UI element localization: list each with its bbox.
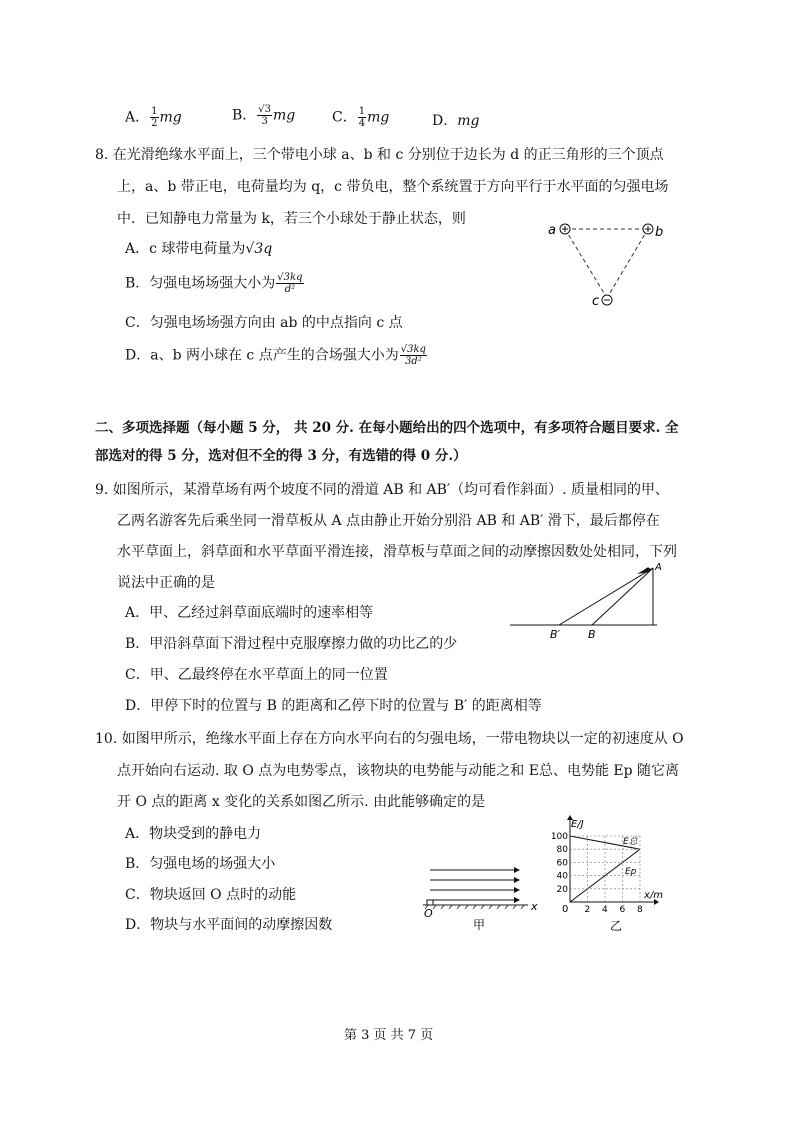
block [427, 900, 433, 905]
q7-option-d: D．mg [432, 113, 480, 129]
q8-stem-line3: 中．已知静电力常量为 k，若三个小球处于静止状态，则 [117, 211, 466, 227]
y-tick-label-100: 100 [550, 832, 568, 842]
label-B: B [588, 628, 596, 641]
q10-option-b: B．匀强电场的场强大小 [125, 856, 276, 872]
x-tick-label-8: 8 [637, 905, 643, 915]
q7-option-c: C． $\frac{1}{4}$ mg [332, 106, 390, 129]
slope-ab [592, 568, 653, 625]
q10-option-a: A．物块受到的静电力 [125, 826, 262, 842]
ball-b [643, 224, 653, 234]
q9-stem-line4: 说法中正确的是 [117, 575, 215, 591]
side-bc [607, 229, 648, 298]
q8-stem-line1: 8. 在光滑绝缘水平面上，三个带电小球 a、b 和 c 分别位于边长为 d 的正三角形的三个顶点 [95, 147, 664, 163]
q8-triangle-figure [540, 218, 700, 312]
q8-option-c: C．匀强电场场强方向由 ab 的中点指向 c 点 [125, 315, 403, 331]
chart-origin: 0 [562, 904, 569, 915]
section2-heading-line2: 部选对的得 5 分，选对但不全的得 3 分，有选错的得 0 分.） [95, 448, 467, 464]
q10-stem-line3: 开 O 点的距离 x 变化的关系如图乙所示. 由此能够确定的是 [117, 794, 486, 810]
page-footer: 第 3 页 共 7 页 [344, 1028, 434, 1043]
label-O: O [424, 907, 433, 920]
label-b: b [655, 225, 664, 240]
q8-stem-line2: 上，a、b 带正电，电荷量均为 q，c 带负电，整个系统置于方向平行于水平面的匀强电场 [117, 179, 669, 195]
q8-option-d: D．a、b 两小球在 c 点产生的合场强大小为 $\frac{√3kq}{\text{3d²}}$ [125, 344, 426, 367]
q8-option-a: A．c 球带电荷量为√3q [125, 241, 273, 257]
q10-option-c: C．物块返回 O 点时的动能 [125, 887, 297, 903]
q9-option-d: D．甲停下时的位置与 B 的距离和乙停下时的位置与 B′ 的距离相等 [125, 698, 542, 714]
series-label-total: E总 [623, 837, 638, 847]
caption-jia: 甲 [473, 918, 486, 932]
caption-yi: 乙 [610, 919, 623, 933]
q10-figure-yi-chart [540, 814, 685, 936]
label-A: A [655, 562, 662, 573]
q9-option-c: C．甲、乙最终停在水平草面上的同一位置 [125, 667, 388, 683]
ball-a [560, 224, 570, 234]
chart-ylabel: E/J [571, 819, 584, 830]
q9-option-a: A．甲、乙经过斜草面底端时的速率相等 [125, 605, 374, 621]
q9-option-b: B．甲沿斜草面下滑过程中克服摩擦力做的功比乙的少 [125, 636, 458, 652]
series-label-p: Ep [625, 867, 637, 877]
q10-figure-jia [418, 862, 548, 934]
chart-xlabel: x/m [644, 890, 664, 901]
q9-stem-line2: 乙两名游客先后乘坐同一滑草板从 A 点由静止开始分别沿 AB 和 AB′ 滑下，最后都停在 [117, 513, 660, 529]
x-tick-label-4: 4 [602, 905, 608, 915]
y-tick-label-60: 60 [556, 858, 568, 869]
label-B-prime: B′ [550, 628, 561, 641]
label-x: x [531, 900, 538, 913]
q7-option-b: B． $\frac{√3}{3}$ mg [232, 104, 296, 127]
x-tick-label-6: 6 [619, 905, 626, 915]
q10-stem-line2: 点开始向右运动. 取 O 点为电势零点，该物块的电势能与动能之和 E总、电势能 Ep 随它离 [117, 763, 680, 779]
y-tick-label-40: 40 [556, 871, 568, 882]
section2-heading-line1: 二、多项选择题（每小题 5 分， 共 20 分. 在每小题给出的四个选项中，有多项符合题目要求. 全 [95, 420, 679, 436]
q9-stem-line3: 水平草面上，斜草面和水平草面平滑连接，滑草板与草面之间的动摩擦因数处处相同，下列 [117, 544, 677, 560]
y-tick-label-20: 20 [556, 884, 568, 895]
label-a: a [548, 223, 556, 238]
q10-stem-line1: 10. 如图甲所示，绝缘水平面上存在方向水平向右的匀强电场，一带电物块以一定的初速度从 O [95, 731, 684, 747]
q8-option-b: B．匀强电场场强大小为 $\frac{√3kq}{\text{d²}}$ [125, 272, 303, 295]
side-ac [565, 229, 607, 298]
x-tick-label-2: 2 [584, 905, 591, 915]
q9-slope-figure [505, 558, 665, 642]
label-c: c [592, 294, 600, 309]
y-tick-label-80: 80 [556, 845, 568, 856]
ball-c [602, 295, 612, 305]
q7-option-a: A． $\frac{1}{2}$ mg [125, 106, 182, 129]
hatching [425, 905, 524, 909]
q9-stem-line1: 9. 如图所示，某滑草场有两个坡度不同的滑道 AB 和 AB′（均可看作斜面）. 质量相同的甲、 [95, 482, 670, 498]
q10-option-d: D．物块与水平面间的动摩擦因数 [125, 917, 333, 933]
field-lines [430, 867, 520, 903]
slope-ab-prime [559, 568, 653, 625]
